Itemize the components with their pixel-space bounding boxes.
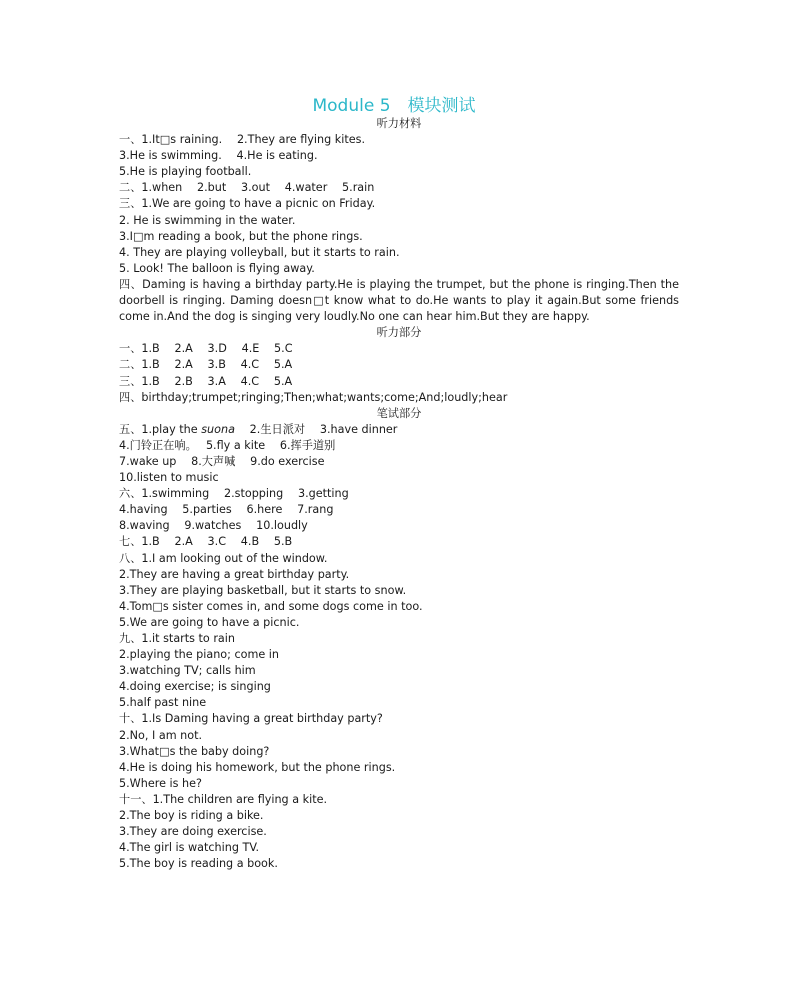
text-line: 二、1.when 2.but 3.out 4.water 5.rain: [119, 181, 375, 195]
answer-line: 八、1.I am looking out of the window.: [119, 551, 328, 565]
answer-line: 十、1.Is Daming having a great birthday party?: [119, 712, 383, 726]
answer-line: 3.watching TV; calls him: [119, 664, 256, 678]
answer-line: 10.listen to music: [119, 471, 219, 485]
answer-line: 十一、1.The children are flying a kite.: [119, 792, 328, 806]
section-heading-listening-part: 听力部分: [376, 326, 422, 340]
answer-text: 五、1.play the: [119, 422, 202, 436]
answer-line: 四、birthday;trumpet;ringing;Then;what;wants;come;And;loudly;hear: [119, 390, 508, 404]
answer-line: 4.doing exercise; is singing: [119, 680, 271, 694]
answer-line: 七、1.B 2.A 3.C 4.B 5.B: [119, 535, 293, 549]
text-line: 3.I□m reading a book, but the phone rings.: [119, 229, 363, 243]
answer-line: [119, 422, 679, 438]
text-line: 一、1.It□s raining. 2.They are flying kites.: [119, 133, 366, 147]
answer-line: 二、1.B 2.A 3.B 4.C 5.A: [119, 358, 293, 372]
answer-line: 2.No, I am not.: [119, 728, 203, 742]
section-heading-listening-material: 听力材料: [376, 117, 422, 130]
answer-line: 三、1.B 2.B 3.A 4.C 5.A: [119, 374, 293, 388]
answer-line: 4.Tom□s sister comes in, and some dogs come in too.: [119, 599, 423, 613]
answer-line: 2.They are having a great birthday party.: [119, 567, 350, 581]
text-line: 4. They are playing volleyball, but it starts to rain.: [119, 245, 400, 259]
answer-line: 7.wake up 8.大声喊 9.do exercise: [119, 454, 325, 468]
answer-line: 8.waving 9.watches 10.loudly: [119, 519, 308, 533]
text-line: 3.He is swimming. 4.He is eating.: [119, 149, 318, 163]
answer-line: 六、1.swimming 2.stopping 3.getting: [119, 487, 349, 501]
answer-line: 3.What□s the baby doing?: [119, 744, 270, 758]
answer-italic-text: suona: [201, 422, 235, 436]
answer-line: 3.They are doing exercise.: [119, 825, 267, 839]
answer-line: 九、1.it starts to rain: [119, 632, 235, 645]
document-body: [119, 116, 679, 872]
answer-line: 2.playing the piano; come in: [119, 648, 279, 662]
answer-line: 5.half past nine: [119, 696, 207, 710]
answer-line: 4.The girl is watching TV.: [119, 841, 260, 855]
answer-line: 4.门铃正在响。 5.fly a kite 6.挥手道别: [119, 438, 336, 452]
section-heading-written-part: 笔试部分: [376, 406, 422, 420]
answer-line: 5.We are going to have a picnic.: [119, 615, 300, 629]
answer-line: 5.The boy is reading a book.: [119, 857, 278, 871]
answer-line: 5.Where is he?: [119, 776, 202, 790]
text-paragraph: 四、Daming is having a birthday party.He is playing the trumpet, but the phone is ringing.Then the doorbell is ringing. Daming doesn□t know what to do.He wants to play it again.But some friends come in.And the dog is singing very loudly.No one can hear him.But they are happy.: [119, 277, 679, 324]
text-line: 5.He is playing football.: [119, 165, 252, 179]
page-title: Module 5 模块测试: [312, 96, 476, 116]
text-line: 2. He is swimming in the water.: [119, 213, 296, 227]
text-line: 三、1.We are going to have a picnic on Friday.: [119, 197, 376, 211]
answer-line: 4.having 5.parties 6.here 7.rang: [119, 503, 334, 517]
answer-line: 4.He is doing his homework, but the phone rings.: [119, 760, 396, 774]
answer-line: 一、1.B 2.A 3.D 4.E 5.C: [119, 342, 293, 356]
answer-line: 3.They are playing basketball, but it starts to snow.: [119, 583, 407, 597]
text-line: 5. Look! The balloon is flying away.: [119, 261, 315, 275]
answer-text: 2.生日派对 3.have dinner: [234, 422, 398, 436]
answer-line: 2.The boy is riding a bike.: [119, 809, 264, 823]
